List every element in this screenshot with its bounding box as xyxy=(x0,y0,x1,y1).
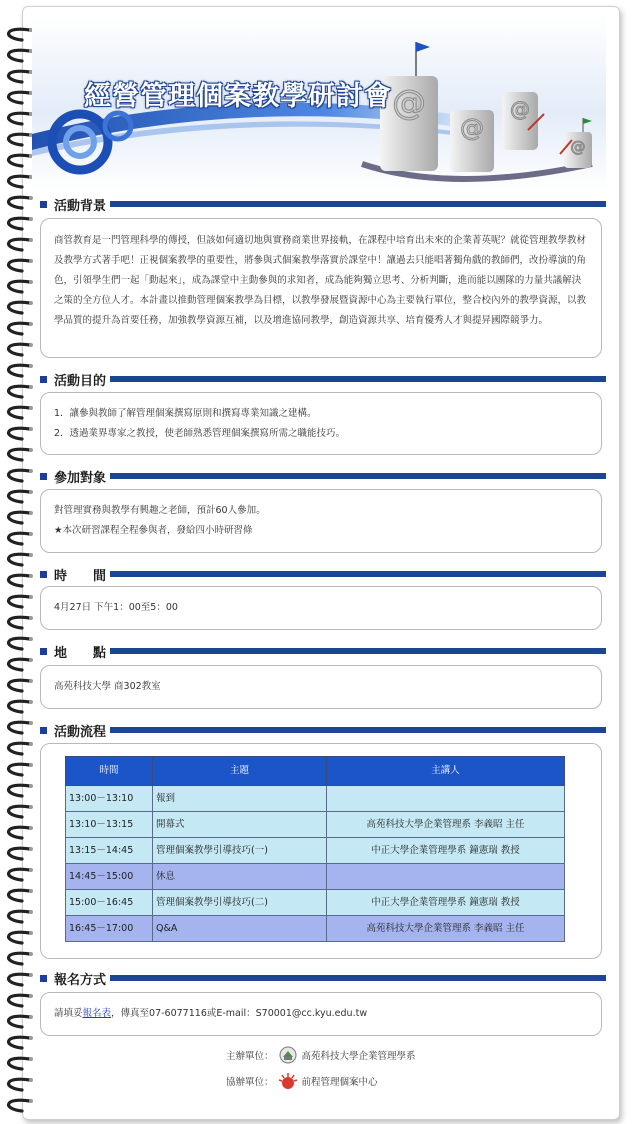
section-label: 地 點 xyxy=(54,645,107,661)
spiral-hole xyxy=(29,700,33,704)
column-header-topic: 主題 xyxy=(153,757,327,786)
row-time: 15:00－16:45 xyxy=(66,890,153,916)
spiral-ring xyxy=(9,302,30,313)
header-banner xyxy=(32,14,606,192)
spiral-ring xyxy=(9,974,30,985)
spiral-hole xyxy=(29,553,33,557)
spiral-hole xyxy=(29,805,33,809)
spiral-ring xyxy=(9,869,30,880)
audience-line-1: 對管理實務與教學有興趣之老師，預計60人參加。 xyxy=(54,505,266,516)
co-host-name: 前程管理個案中心 xyxy=(301,1077,378,1088)
spiral-hole xyxy=(29,280,33,284)
bullet-square-icon xyxy=(40,473,47,480)
spiral-hole xyxy=(29,973,33,977)
signup-text xyxy=(54,1004,588,1024)
place-box xyxy=(40,665,602,709)
case-center-logo-icon xyxy=(278,1072,298,1090)
university-logo-icon xyxy=(278,1046,298,1064)
spiral-ring xyxy=(9,953,30,964)
spiral-hole xyxy=(29,784,33,788)
spiral-ring xyxy=(9,1100,30,1111)
column-header-speaker: 主講人 xyxy=(327,757,565,786)
table-row xyxy=(66,890,565,916)
spiral-ring xyxy=(9,113,30,124)
bullet-square-icon xyxy=(40,201,47,208)
spiral-ring xyxy=(9,701,30,712)
svg-text:@: @ xyxy=(460,114,484,142)
spiral-ring xyxy=(9,29,30,40)
row-speaker: 高苑科技大學企業管理系 李義昭 主任 xyxy=(327,812,565,838)
row-time: 13:10－13:15 xyxy=(66,812,153,838)
spiral-ring xyxy=(9,197,30,208)
spiral-hole xyxy=(29,910,33,914)
background-text: 商管教育是一門管理科學的傳授，但該如何適切地與實務商業世界接軌，在課程中培育出未來的企業菁英呢？就從管理教學教材及教學方式著手吧！正視個案教學的重要性，將參與式個案教學落實於課堂中！讓過去只能唱著獨角戲的教師們，改扮導演的角色，引領學生們一起「動起來」，成為課堂中主動參與的求知者，成為能夠獨立思考、分析判斷，進而能以團隊的力量共議解決之策的全方位人才。本計畫以推動管理個案教學為目標，以教學發展暨資源中心為主要執行單位，整合校內外的教學資源，以教學品質的提升為首要任務，加強教學資源互補，以及增進協同教學，創造資源共享、培育優秀人才與提昇國際競爭力。 xyxy=(54,235,587,326)
spiral-hole xyxy=(29,742,33,746)
spiral-ring xyxy=(9,638,30,649)
spiral-hole xyxy=(29,658,33,662)
spiral-ring xyxy=(9,1058,30,1069)
column-header-time: 時間 xyxy=(66,757,153,786)
spiral-hole xyxy=(29,196,33,200)
spiral-ring xyxy=(9,512,30,523)
spiral-hole xyxy=(29,847,33,851)
section-heading-schedule xyxy=(40,722,606,738)
svg-text:@: @ xyxy=(392,83,426,123)
section-label: 活動背景 xyxy=(54,198,107,214)
table-row xyxy=(66,812,565,838)
spiral-hole xyxy=(29,1057,33,1061)
page-title: 經營管理個案教學研討會 xyxy=(84,81,392,112)
bullet-square-icon xyxy=(40,727,47,734)
spiral-hole xyxy=(29,952,33,956)
row-topic: 開幕式 xyxy=(153,812,327,838)
background-box xyxy=(40,218,602,358)
row-time: 13:15－14:45 xyxy=(66,838,153,864)
spiral-ring xyxy=(9,428,30,439)
spiral-hole xyxy=(29,385,33,389)
spiral-ring xyxy=(9,176,30,187)
spiral-ring xyxy=(9,575,30,586)
spiral-ring xyxy=(9,470,30,481)
row-time: 14:45－15:00 xyxy=(66,864,153,890)
spiral-ring xyxy=(9,932,30,943)
section-label: 時 間 xyxy=(54,568,107,584)
spiral-ring xyxy=(9,155,30,166)
row-topic: 管理個案教學引導技巧(二) xyxy=(153,890,327,916)
purpose-item-1: 1．讓參與教師了解管理個案撰寫原則和撰寫專業知識之建構。 xyxy=(54,408,317,419)
spiral-hole xyxy=(29,1015,33,1019)
spiral-ring xyxy=(9,827,30,838)
row-topic: 管理個案教學引導技巧(一) xyxy=(153,838,327,864)
spiral-hole xyxy=(29,721,33,725)
spiral-hole xyxy=(29,931,33,935)
spiral-ring xyxy=(9,134,30,145)
spiral-ring xyxy=(9,680,30,691)
spiral-ring xyxy=(9,71,30,82)
host-label: 主辦單位： xyxy=(226,1051,274,1062)
spiral-ring xyxy=(9,281,30,292)
spiral-hole xyxy=(29,364,33,368)
spiral-hole xyxy=(29,889,33,893)
spiral-hole xyxy=(29,238,33,242)
spiral-ring xyxy=(9,554,30,565)
row-speaker: 中正大學企業管理學系 鐘憲瑞 教授 xyxy=(327,890,565,916)
section-bar xyxy=(110,201,606,207)
spiral-ring xyxy=(9,764,30,775)
row-topic: 報到 xyxy=(153,786,327,812)
row-topic: 休息 xyxy=(153,864,327,890)
signup-prefix: 請填妥 xyxy=(54,1008,83,1019)
spiral-hole xyxy=(29,343,33,347)
spiral-ring xyxy=(9,344,30,355)
section-label: 參加對象 xyxy=(54,470,107,486)
spiral-hole xyxy=(29,826,33,830)
section-heading-background xyxy=(40,196,606,212)
spiral-hole xyxy=(29,469,33,473)
spiral-ring xyxy=(9,533,30,544)
signup-box xyxy=(40,992,602,1036)
spiral-ring xyxy=(9,1016,30,1027)
spiral-ring xyxy=(9,995,30,1006)
row-speaker xyxy=(327,864,565,890)
spiral-ring xyxy=(9,596,30,607)
spiral-hole xyxy=(29,595,33,599)
spiral-ring xyxy=(9,365,30,376)
spiral-ring xyxy=(9,848,30,859)
row-time: 16:45－17:00 xyxy=(66,916,153,942)
spiral-hole xyxy=(29,322,33,326)
section-label: 活動目的 xyxy=(54,373,107,389)
table-header-row xyxy=(66,757,565,786)
spiral-hole xyxy=(29,616,33,620)
section-label: 活動流程 xyxy=(54,724,107,740)
spiral-ring xyxy=(9,617,30,628)
spiral-ring xyxy=(9,659,30,670)
spiral-hole xyxy=(29,406,33,410)
section-bar xyxy=(110,975,606,981)
table-row xyxy=(66,864,565,890)
spiral-ring xyxy=(9,323,30,334)
section-bar xyxy=(110,648,606,654)
spiral-ring xyxy=(9,92,30,103)
svg-text:@: @ xyxy=(570,138,586,156)
row-topic: Q&A xyxy=(153,916,327,942)
audience-line-2: ★本次研習課程全程參與者，發給四小時研習條 xyxy=(54,525,253,536)
spiral-hole xyxy=(29,532,33,536)
host-name: 高苑科技大學企業管理學系 xyxy=(301,1051,416,1062)
section-heading-time xyxy=(40,566,606,582)
spiral-hole xyxy=(29,1099,33,1103)
row-time: 13:00－13:10 xyxy=(66,786,153,812)
schedule-box xyxy=(40,743,602,959)
spiral-hole xyxy=(29,1036,33,1040)
spiral-ring xyxy=(9,1079,30,1090)
svg-text:@: @ xyxy=(510,97,530,121)
place-text: 高苑科技大學 商302教室 xyxy=(54,681,161,692)
audience-box xyxy=(40,489,602,553)
section-bar xyxy=(110,473,606,479)
spiral-ring xyxy=(9,890,30,901)
purpose-box xyxy=(40,392,602,455)
spiral-ring xyxy=(9,1037,30,1048)
spiral-ring xyxy=(9,785,30,796)
spiral-ring xyxy=(9,911,30,922)
purpose-item-2: 2．透過業界專家之教授，使老師熟悉管理個案撰寫所需之職能技巧。 xyxy=(54,428,346,439)
spiral-hole xyxy=(29,259,33,263)
time-box xyxy=(40,586,602,630)
section-heading-place xyxy=(40,643,606,659)
spiral-ring xyxy=(9,218,30,229)
section-bar xyxy=(110,571,606,577)
section-heading-audience xyxy=(40,468,606,484)
co-host-label: 協辦單位： xyxy=(226,1077,274,1088)
spiral-ring xyxy=(9,449,30,460)
bullet-square-icon xyxy=(40,376,47,383)
section-heading-purpose xyxy=(40,371,606,387)
section-bar xyxy=(110,727,606,733)
row-speaker: 中正大學企業管理學系 鐘憲瑞 教授 xyxy=(327,838,565,864)
spiral-hole xyxy=(29,994,33,998)
table-row xyxy=(66,916,565,942)
bullet-square-icon xyxy=(40,571,47,578)
spiral-ring xyxy=(9,722,30,733)
section-bar xyxy=(110,376,606,382)
spiral-hole xyxy=(29,427,33,431)
table-row xyxy=(66,838,565,864)
spiral-hole xyxy=(29,1078,33,1082)
spiral-ring xyxy=(9,407,30,418)
spiral-hole xyxy=(29,679,33,683)
spiral-hole xyxy=(29,217,33,221)
spiral-ring xyxy=(9,260,30,271)
row-speaker: 高苑科技大學企業管理系 李義昭 主任 xyxy=(327,916,565,942)
row-speaker xyxy=(327,786,565,812)
spiral-ring xyxy=(9,386,30,397)
spiral-hole xyxy=(29,637,33,641)
spiral-ring xyxy=(9,239,30,250)
spiral-ring xyxy=(9,743,30,754)
spiral-hole xyxy=(29,763,33,767)
spiral-hole xyxy=(29,490,33,494)
spiral-hole xyxy=(29,448,33,452)
signup-form-link[interactable]: 報名表 xyxy=(82,1008,112,1019)
spiral-ring xyxy=(9,491,30,502)
bullet-square-icon xyxy=(40,648,47,655)
table-row xyxy=(66,786,565,812)
spiral-hole xyxy=(29,301,33,305)
spiral-ring xyxy=(9,806,30,817)
spiral-ring xyxy=(9,50,30,61)
spiral-hole xyxy=(29,574,33,578)
signup-suffix: ，傳真至07-6077116或E-mail：S70001@cc.kyu.edu.tw xyxy=(111,1008,368,1019)
schedule-table xyxy=(65,756,565,942)
time-text: 4月27日 下午1：00至5：00 xyxy=(54,602,178,613)
section-heading-signup xyxy=(40,970,606,986)
bullet-square-icon xyxy=(40,975,47,982)
section-label: 報名方式 xyxy=(54,972,107,988)
spiral-hole xyxy=(29,868,33,872)
spiral-hole xyxy=(29,511,33,515)
